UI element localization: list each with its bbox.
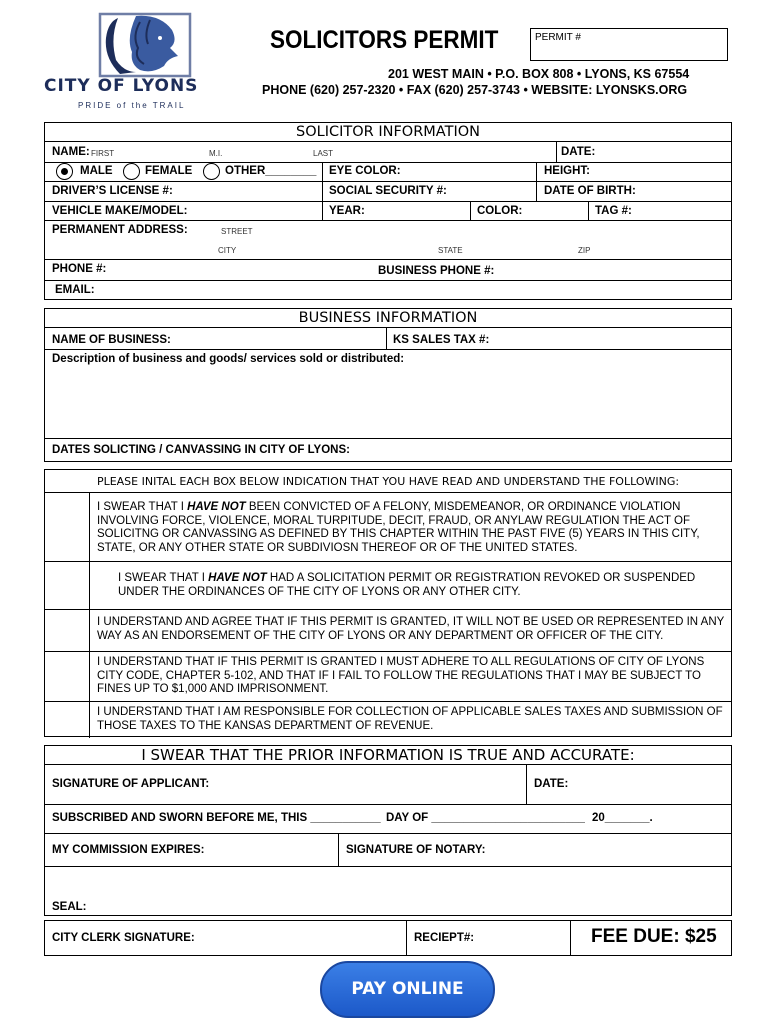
business-description-label: Description of business and goods/ services sold or distributed:: [52, 353, 405, 365]
email-label: EMAIL:: [55, 284, 95, 296]
statement-5: I UNDERSTAND THAT I AM RESPONSIBLE FOR COLLECTION OF APPLICABLE SALES TAXES AND SUBMISSION OF THOSE TAXES TO THE KANSAS DEPARTMENT OF REVENUE.: [97, 706, 723, 732]
statement-1: I SWEAR THAT I HAVE NOT BEEN CONVICTED OF A FELONY, MISDEMEANOR, OR ORDINANCE VIOLATION INVOLVING FORCE, VIOLENCE, MORAL TURPITUDE, DECIT, FRAUD, OR ANYLAW REGULATION THE ACT OF SOLICITNG OR CANVASSING AS DEFINED BY THIS CHAPTER WITHIN THE PAST FIVE (5) YEARS IN THIS CITY, STATE, OR ANY OTHER STATE OR SUBDIVIOSN THEREOF OR OF THE UNITED STATES.: [97, 501, 700, 554]
pay-online-button[interactable]: PAY ONLINE: [320, 961, 495, 1018]
last-name-hint: LAST: [313, 149, 334, 158]
date-label: DATE:: [561, 146, 596, 158]
initial-box-2[interactable]: [47, 564, 87, 606]
soliciting-dates-label: DATES SOLICTING / CANVASSING IN CITY OF LYONS:: [52, 444, 350, 456]
oath-date-label: DATE:: [534, 778, 569, 790]
date-of-birth-label: DATE OF BIRTH:: [544, 185, 636, 197]
vehicle-label: VEHICLE MAKE/MODEL:: [52, 205, 188, 217]
street-hint: STREET: [221, 227, 253, 236]
business-information-section: [44, 308, 732, 462]
first-name-hint: FIRST: [91, 149, 115, 158]
form-title: SOLICITORS PERMIT: [270, 26, 499, 54]
lion-icon: [100, 14, 190, 76]
contact-line: PHONE (620) 257-2320 • FAX (620) 257-3743 • WEBSITE: LYONSKS.ORG: [262, 83, 688, 97]
sworn-label: SUBSCRIBED AND SWORN BEFORE ME, THIS ___________: [52, 812, 381, 824]
other-label: OTHER________: [225, 165, 317, 177]
permanent-address-label: PERMANENT ADDRESS:: [52, 224, 188, 236]
initial-box-4[interactable]: [47, 654, 87, 698]
city-hint: CITY: [218, 246, 237, 255]
permit-number-label: PERMIT #: [535, 32, 581, 43]
other-radio[interactable]: [203, 163, 220, 180]
sales-tax-label: KS SALES TAX #:: [393, 334, 490, 346]
female-radio[interactable]: [123, 163, 140, 180]
social-security-label: SOCIAL SECURITY #:: [329, 185, 447, 197]
acknowledgement-section: [44, 469, 732, 737]
business-name-label: NAME OF BUSINESS:: [52, 334, 171, 346]
initial-box-3[interactable]: [47, 612, 87, 648]
female-label: FEMALE: [145, 165, 193, 177]
address-line: 201 WEST MAIN • P.O. BOX 808 • LYONS, KS 67554: [388, 67, 690, 81]
name-label: NAME:: [52, 146, 90, 158]
clerk-signature-label: CITY CLERK SIGNATURE:: [52, 932, 195, 944]
section-heading: SOLICITOR INFORMATION: [45, 123, 731, 142]
acknowledgement-heading: PLEASE INITAL EACH BOX BELOW INDICATION THAT YOU HAVE READ AND UNDERSTAND THE FOLLOWING:: [45, 470, 731, 493]
phone-label: PHONE #:: [52, 263, 107, 275]
solicitor-information-section: [44, 122, 732, 300]
day-of-label: DAY OF ________________________: [386, 812, 585, 824]
applicant-signature-label: SIGNATURE OF APPLICANT:: [52, 778, 210, 790]
year-label: YEAR:: [329, 205, 365, 217]
tag-label: TAG #:: [595, 205, 632, 217]
male-label: MALE: [80, 165, 113, 177]
male-radio[interactable]: [56, 163, 73, 180]
initial-box-5[interactable]: [47, 704, 87, 736]
org-tagline: PRIDE of the TRAIL: [78, 101, 186, 110]
receipt-label: RECIEPT#:: [414, 932, 475, 944]
seal-label: SEAL:: [52, 901, 87, 913]
statement-3: I UNDERSTAND AND AGREE THAT IF THIS PERMIT IS GRANTED, IT WILL NOT BE USED OR REPRESENTED IN ANY WAY AS AN ENDORSEMENT OF THE CITY OF LYONS OR ANY DEPARTMENT OR OFFICER OF THE CITY.: [97, 616, 725, 642]
statement-2: I SWEAR THAT I HAVE NOT HAD A SOLICITATION PERMIT OR REGISTRATION REVOKED OR SUSPENDED UNDER THE ORDINANCES OF THE CITY OF LYONS OR ANY OTHER CITY.: [118, 572, 696, 598]
drivers-license-label: DRIVER’S LICENSE #:: [52, 185, 173, 197]
section-heading: BUSINESS INFORMATION: [45, 309, 731, 328]
color-label: COLOR:: [477, 205, 523, 217]
initial-box-1[interactable]: [47, 496, 87, 558]
fee-due: FEE DUE: $25: [591, 926, 717, 947]
clerk-section: [44, 920, 732, 956]
oath-section: [44, 745, 732, 916]
notary-signature-label: SIGNATURE OF NOTARY:: [346, 844, 486, 856]
zip-hint: ZIP: [578, 246, 591, 255]
eye-color-label: EYE COLOR:: [329, 165, 401, 177]
state-hint: STATE: [438, 246, 463, 255]
middle-initial-hint: M.I.: [209, 149, 223, 158]
oath-heading: I SWEAR THAT THE PRIOR INFORMATION IS TRUE AND ACCURATE:: [45, 746, 731, 765]
permit-number-field[interactable]: [530, 28, 728, 61]
commission-expires-label: MY COMMISSION EXPIRES:: [52, 844, 205, 856]
business-phone-label: BUSINESS PHONE #:: [378, 265, 495, 277]
org-name: CITY OF LYONS: [44, 76, 199, 96]
height-label: HEIGHT:: [544, 165, 590, 177]
statement-4: I UNDERSTAND THAT IF THIS PERMIT IS GRANTED I MUST ADHERE TO ALL REGULATIONS OF CITY OF LYONS CITY CODE, CHAPTER 5-102, AND THAT IF I FAIL TO FOLLOW THE REGULATIONS THAT I MAY BE SUBJECT TO FINES UP TO $1,000 AND IMPRISONMENT.: [97, 656, 705, 695]
year-20-label: 20_______.: [592, 812, 653, 824]
